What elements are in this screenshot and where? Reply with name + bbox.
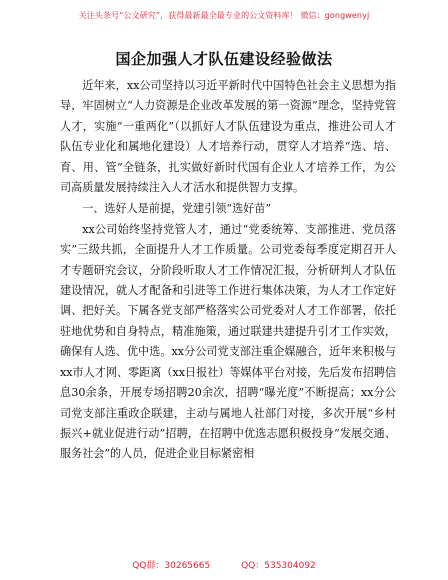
section-heading: 一、选好人是前提，党建引领“选好苗” <box>82 202 272 216</box>
footer-qq-group: QQ群：30265665 <box>132 561 211 571</box>
document-title: 国企加强人才队伍建设经验做法 <box>115 50 333 68</box>
document-body <box>60 76 396 465</box>
footer-qq: QQ：535304092 <box>241 561 316 571</box>
intro-paragraph: 近年来，xx公司坚持以习近平新时代中国特色社会主义思想为指导，牢固树立“人力资源是企业改革发展的第一资源”理念，坚持党管人才，实施“一重两化”（以抓好人才队伍建设为重点，推进公司人才队伍专业化和属地化建设）人才培养行动，贯穿人才培养“选、培、育、用、管”全链条，扎实做好新时代国有企业人才培养工作，为公司高质量发展持续注入人才活水和提供智力支撑。 <box>60 79 396 195</box>
section-paragraph: xx公司始终坚持党管人才，通过“党委统筹、支部推进、党员落实”三级共抓，全面提升人才工作质量。公司党委每季度定期召开人才专题研究会议，分阶段听取人才工作情况汇报，分析研判人才队伍建设情况，就人才配备和引进等工作进行集体决策，为人才工作定好调、把好关。下属各党支部严格落实公司党委对人才工作部署，依托驻地优势和自身特点，精准施策，通过联建共建提升引才工作实效，确保有人选、优中选。xx分公司党支部注重企媒融合，近年来积极与xx市人才网、零距离（xx日报社）等媒体平台对接，先后发布招聘信息30余条，开展专场招聘20余次，招聘“曝光度”不断提高；xx分公司党支部注重政企联建，主动与属地人社部门对接，多次开展“乡村振兴+就业促进行动”招聘，在招聘中优选志愿积极投身“发展交通、服务社会”的人员，促进企业目标紧密相 <box>60 222 396 461</box>
page-footer <box>0 558 448 571</box>
header-banner: 关注头条号“公文研究”，获得最新最全最专业的公文资料库！ 微信：gongwenyj <box>78 11 370 20</box>
